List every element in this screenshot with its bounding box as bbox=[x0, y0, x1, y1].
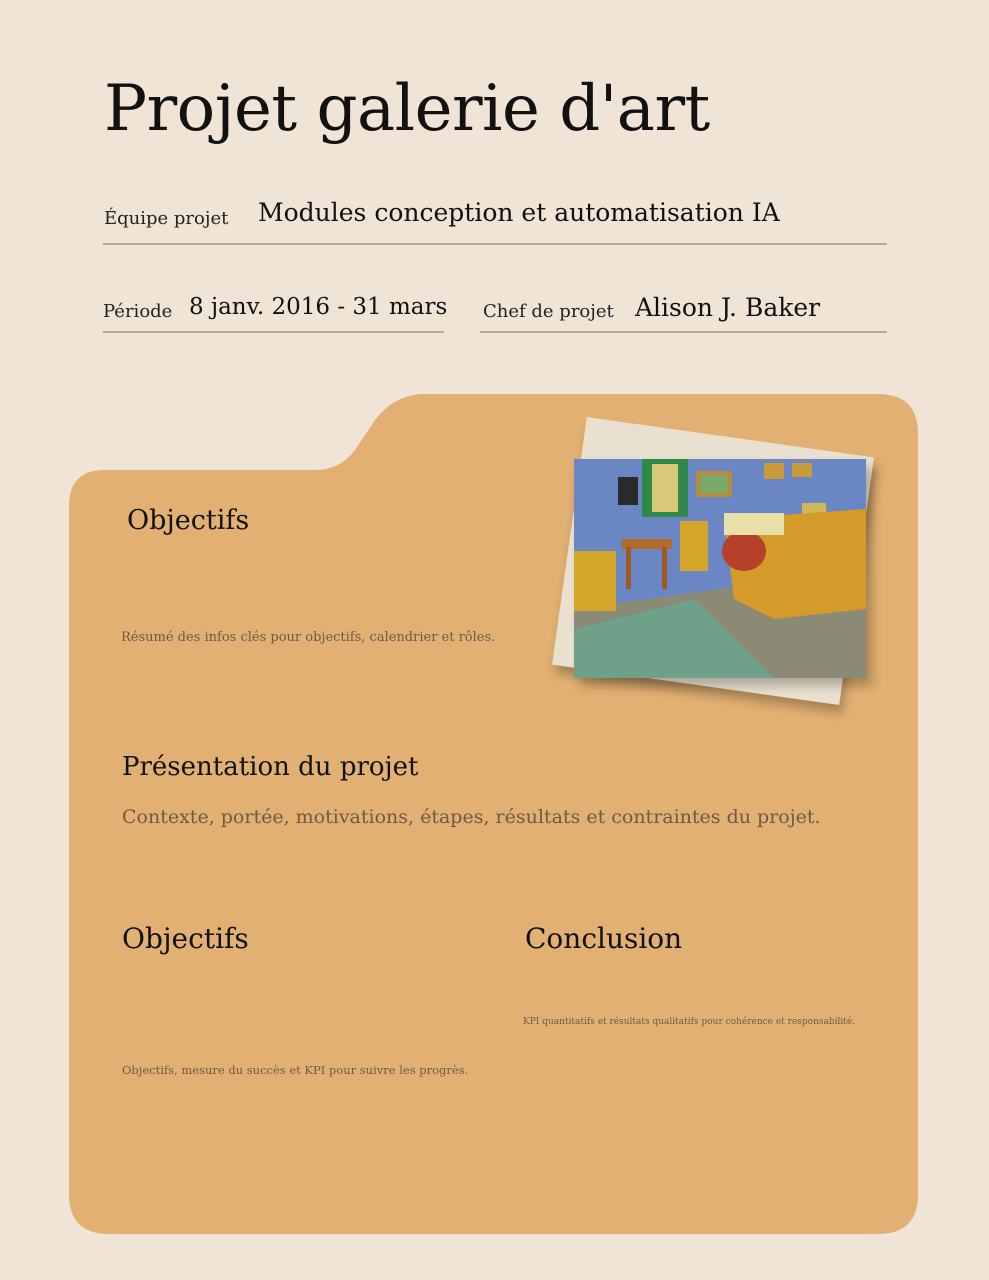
conclusion-heading: Conclusion bbox=[525, 922, 683, 955]
objectives-heading: Objectifs bbox=[122, 922, 249, 955]
objectives-top-heading: Objectifs bbox=[127, 505, 250, 536]
team-label: Équipe projet bbox=[104, 208, 229, 229]
objectives-top-text: Résumé des infos clés pour objectifs, calendrier et rôles. bbox=[121, 630, 496, 645]
lead-value: Alison J. Baker bbox=[635, 293, 821, 322]
period-label: Période bbox=[103, 301, 173, 322]
conclusion-text: KPI quantitatifs et résultats qualitatifs pour cohérence et responsabilité. bbox=[523, 1017, 856, 1027]
lead-label: Chef de projet bbox=[483, 301, 614, 322]
bedroom-painting-image bbox=[574, 459, 866, 678]
presentation-heading: Présentation du projet bbox=[122, 752, 419, 782]
period-value: 8 janv. 2016 - 31 mars bbox=[189, 294, 448, 320]
page-title: Projet galerie d'art bbox=[104, 72, 710, 146]
objectives-text: Objectifs, mesure du succès et KPI pour suivre les progrès. bbox=[122, 1063, 469, 1077]
presentation-text: Contexte, portée, motivations, étapes, résultats et contraintes du projet. bbox=[122, 806, 821, 828]
team-value: Modules conception et automatisation IA bbox=[258, 198, 780, 227]
